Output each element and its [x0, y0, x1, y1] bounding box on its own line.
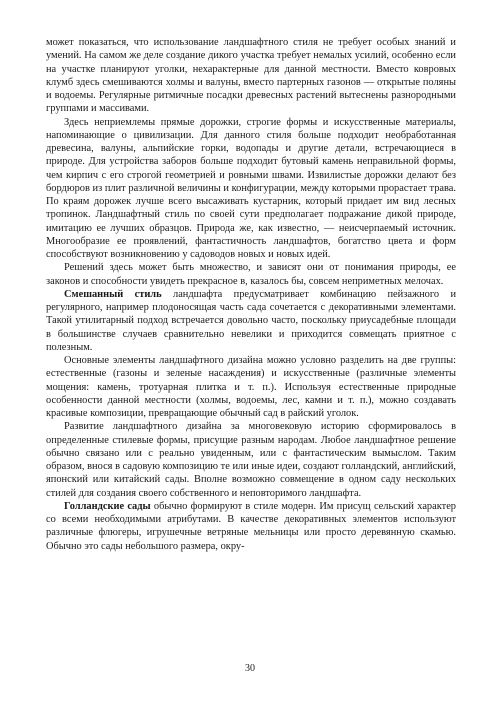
paragraph-4-text: ландшафта предусматривает комбинацию пейзажного и регулярного, например плодоносящая часть сада сочетается с декоративными элементами. Такой утилитарный подход встречается довольно часто, поскольку приусадебные площади в большинстве случаев сравнительно невелики и приходится совмещать приятное с полезным. [46, 288, 457, 353]
page-number: 30 [245, 663, 255, 674]
term-dutch-gardens: Голландские сады [64, 500, 151, 512]
paragraph-7 [46, 500, 456, 553]
paragraph-2: Здесь неприемлемы прямые дорожки, строгие формы и искусственные материалы, напоминающие о цивилизации. Для данного стиля больше подходит необработанная древесина, валуны, альпийские горки, водопады и другие детали, встречающиеся в природе. Для устройства заборов больше подходит бутовый камень неправильной формы, чем кирпич с его строгой геометрией и ровными швами. Извилистые дорожки делают без бордюров из плит различной величины и конфигурации, между которыми прорастает трава. По краям дорожек лучше всего высаживать кустарник, который придает им вид лесных тропинок. Ландшафтный стиль по своей сути предполагает подражание дикой природе, имитацию ее лучших образцов. Природа же, как известно, — неисчерпаемый источник. Многообразие ее проявлений, фантастичность ландшафтов, богатство цвета и форм способствуют возникновению у садоводов новых и новых идей. [46, 116, 456, 260]
paragraph-6: Развитие ландшафтного дизайна за многовековую историю сформировалось в определенные стилевые формы, присущие разным народам. Любое ландшафтное решение обычно связано или с реально увиденным, или с фантастическим вымыслом. Таким образом, внося в садовую композицию те или иные идеи, создают голландский, английский, японский или китайский сады. Вполне возможно совмещение в одном саду нескольких стилей для создания своего собственного и неповторимого ландшафта. [46, 421, 456, 499]
paragraph-5: Основные элементы ландшафтного дизайна можно условно разделить на две группы: естественные (газоны и зеленые насаждения) и искусственные (различные элементы мощения: камень, тротуарная плитка и т. п.). Используя естественные природные особенности данной местности (холмы, водоемы, лес, камни и т. п.), можно создавать красивые композиции, превращающие обычный сад в райский уголок. [46, 355, 456, 419]
body-text [46, 36, 456, 553]
paragraph-7-text: обычно формируют в стиле модерн. Им присущ сельский характер со всеми необходимыми атрибутами. В качестве декоративных элементов используют различные флюгеры, игрушечные ветряные мельницы или просто деревянную скамью. Обычно это сады небольшого размера, окру- [46, 500, 457, 552]
paragraph-3: Решений здесь может быть множество, и зависят они от понимания природы, ее законов и способности увидеть прекрасное в, казалось бы, совсем неприметных мелочах. [46, 262, 456, 287]
term-mixed-style: Смешанный стиль [64, 288, 162, 300]
paragraph-1: может показаться, что использование ландшафтного стиля не требует особых знаний и умений. На самом же деле создание дикого участка требует немалых усилий, особенно если на участке планируют уголки, нехарактерные для данной местности. Вместо ковровых клумб здесь смешиваются холмы и валуны, вместо партерных газонов — открытые поляны и водоемы. Регулярные ритмичные посадки древесных растений вытеснены разнородными группами и массивами. [46, 37, 456, 115]
paragraph-4 [46, 288, 456, 354]
